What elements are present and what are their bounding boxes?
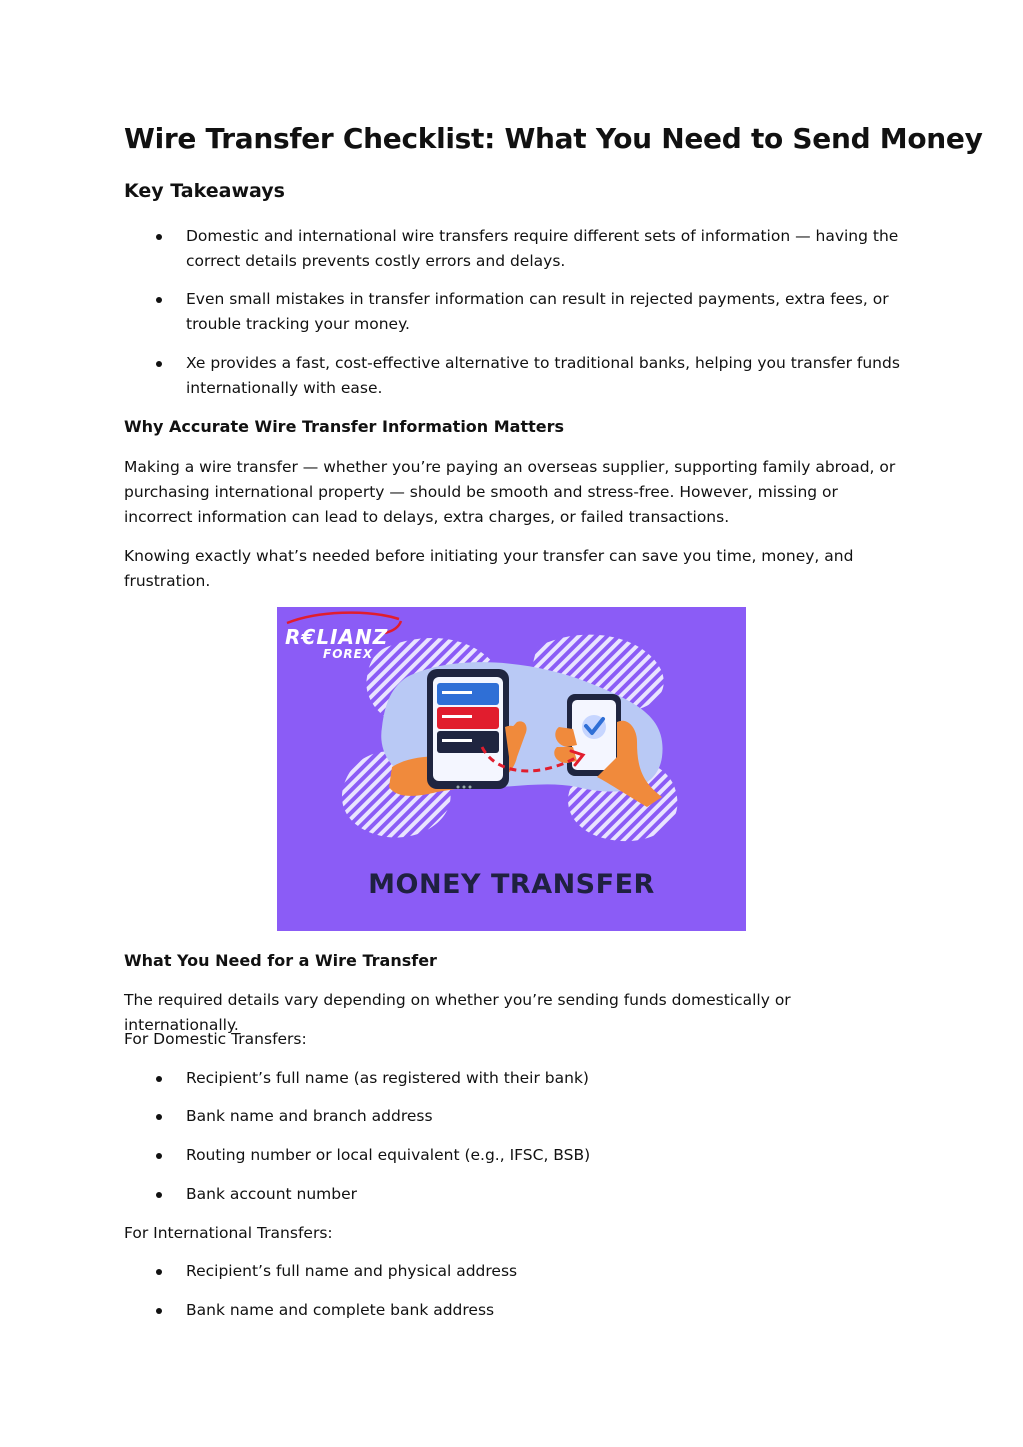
list-item: Bank name and branch address <box>186 1104 902 1129</box>
bullet-icon <box>156 234 162 240</box>
list-item: Recipient’s full name (as registered with their bank) <box>186 1066 902 1091</box>
list-item: Domestic and international wire transfers require different sets of information — having the correct details prevents costly errors and delays. <box>186 224 902 274</box>
key-takeaways-heading: Key Takeaways <box>124 180 285 202</box>
bullet-icon <box>156 1076 162 1082</box>
list-item: Bank name and complete bank address <box>186 1298 902 1323</box>
page-title: Wire Transfer Checklist: What You Need to Send Money <box>124 122 983 155</box>
bullet-icon <box>156 1192 162 1198</box>
bullet-icon <box>156 297 162 303</box>
need-heading: What You Need for a Wire Transfer <box>124 951 437 970</box>
logo-sub-text: FOREX <box>323 647 374 661</box>
logo-main-text: R€LIANZ <box>285 625 389 649</box>
why-paragraph-2: Knowing exactly what’s needed before initiating your transfer can save you time, money, and frustration. <box>124 547 854 590</box>
why-paragraph-1: Making a wire transfer — whether you’re paying an overseas supplier, supporting family abroad, or purchasing international property — should be smooth and stress-free. However, missing or incorrect information can lead to delays, extra charges, or failed transactions. <box>124 458 896 526</box>
why-heading: Why Accurate Wire Transfer Information Matters <box>124 417 565 436</box>
international-label: For International Transfers: <box>124 1224 333 1242</box>
logo-swoosh-icon <box>287 613 399 623</box>
bullet-icon <box>156 1308 162 1314</box>
list-item: Bank account number <box>186 1182 902 1207</box>
domestic-label: For Domestic Transfers: <box>124 1030 307 1048</box>
bullet-icon <box>156 1153 162 1159</box>
bullet-icon <box>156 1269 162 1275</box>
banner-text: MONEY TRANSFER <box>368 869 655 900</box>
list-item: Even small mistakes in transfer information can result in rejected payments, extra fees, or trouble tracking your money. <box>186 287 902 337</box>
list-item: Xe provides a fast, cost-effective alternative to traditional banks, helping you transfer funds internationally with ease. <box>186 351 902 401</box>
need-intro: The required details vary depending on whether you’re sending funds domestically or internationally. <box>124 991 791 1034</box>
bullet-icon <box>156 361 162 367</box>
list-item: Recipient’s full name and physical address <box>186 1259 902 1284</box>
bullet-icon <box>156 1114 162 1120</box>
money-transfer-illustration <box>277 607 746 931</box>
list-item: Routing number or local equivalent (e.g., IFSC, BSB) <box>186 1143 902 1168</box>
